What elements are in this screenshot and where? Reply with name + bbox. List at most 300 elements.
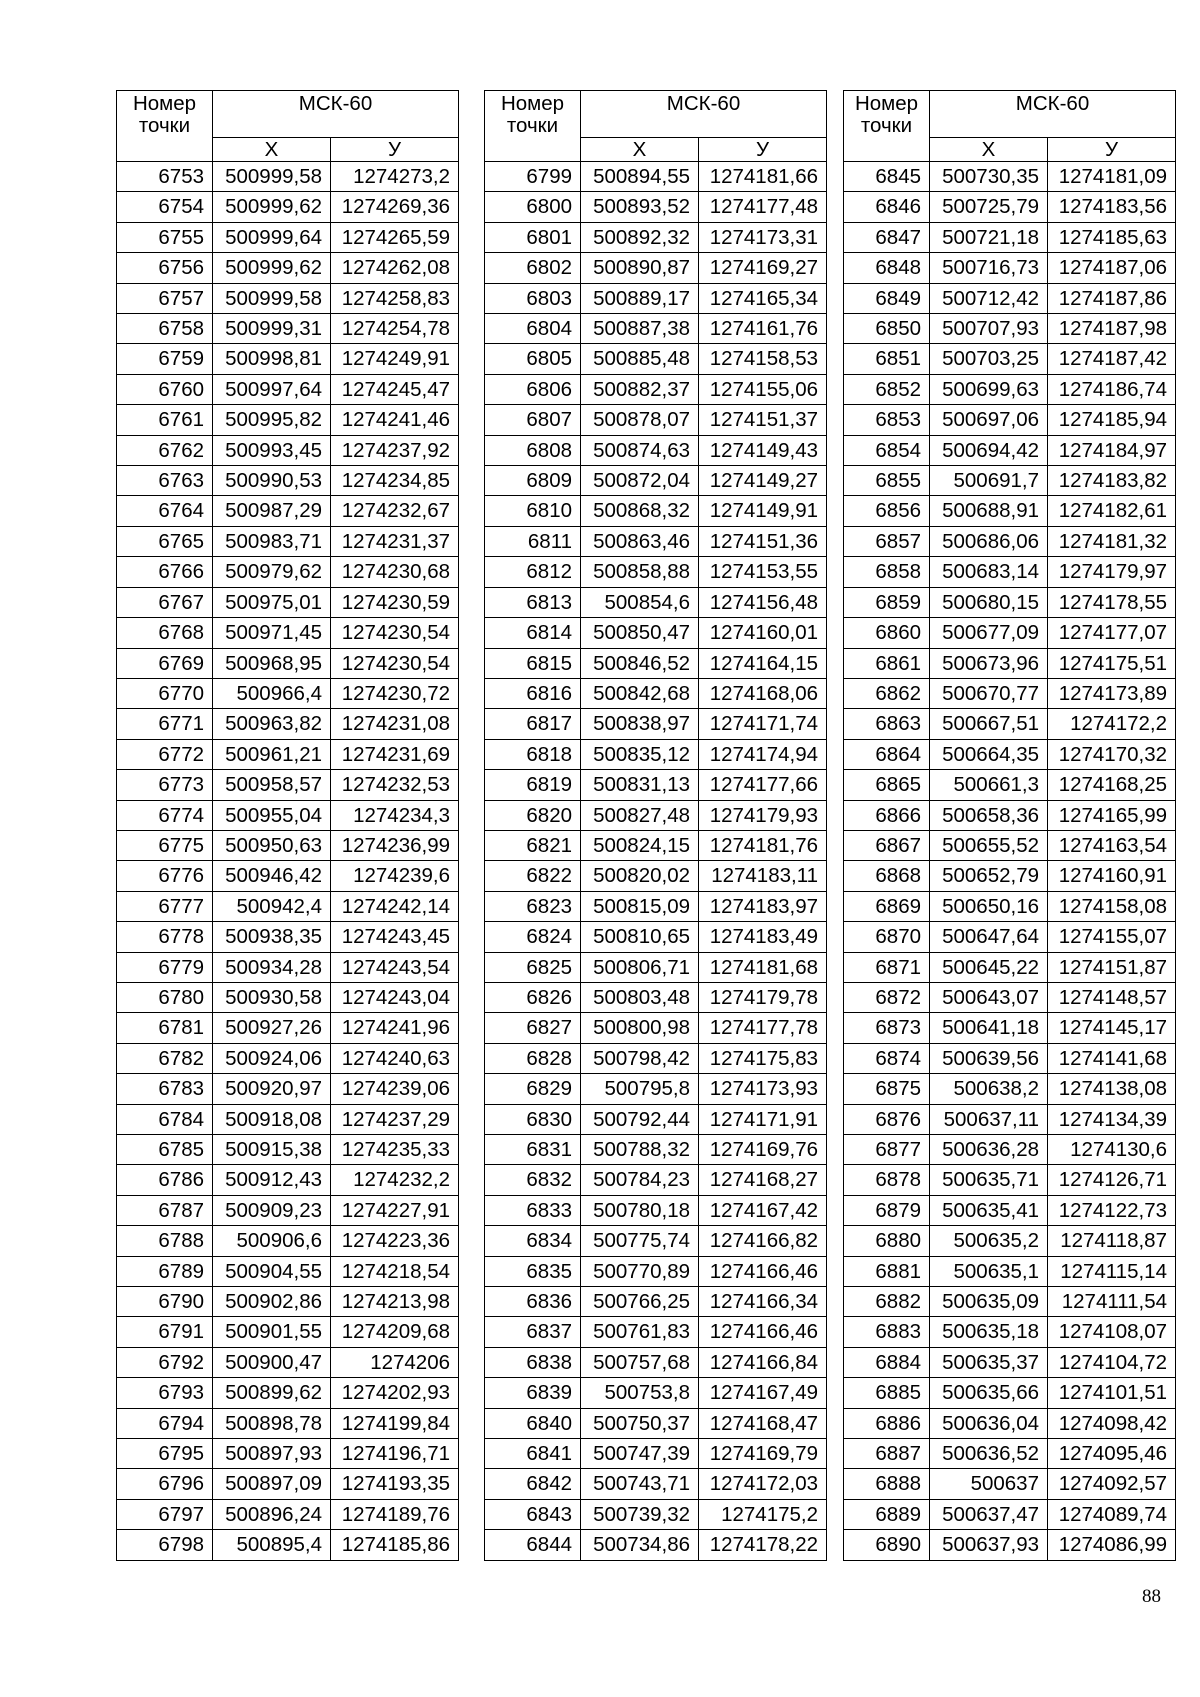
point-number-cell: 6791 — [117, 1317, 213, 1347]
point-number-cell: 6777 — [117, 891, 213, 921]
x-coordinate-cell: 500898,78 — [213, 1408, 331, 1438]
x-coordinate-cell: 500999,31 — [213, 314, 331, 344]
x-coordinate-cell: 500750,37 — [581, 1408, 699, 1438]
y-coordinate-cell: 1274237,29 — [331, 1104, 459, 1134]
coordinates-table-1 — [116, 90, 459, 1561]
x-coordinate-cell: 500635,37 — [930, 1347, 1048, 1377]
point-number-cell: 6786 — [117, 1165, 213, 1195]
table-row — [117, 1499, 459, 1529]
x-coordinate-cell: 500652,79 — [930, 861, 1048, 891]
y-coordinate-cell: 1274181,66 — [699, 162, 827, 192]
table-row — [844, 192, 1176, 222]
table-row — [844, 922, 1176, 952]
point-number-cell: 6860 — [844, 618, 930, 648]
y-coordinate-cell: 1274167,42 — [699, 1195, 827, 1225]
y-coordinate-cell: 1274179,78 — [699, 982, 827, 1012]
point-number-cell: 6863 — [844, 709, 930, 739]
table-row — [844, 1043, 1176, 1073]
table-row — [844, 678, 1176, 708]
table-row — [844, 374, 1176, 404]
table-row — [117, 192, 459, 222]
point-number-cell: 6853 — [844, 405, 930, 435]
y-coordinate-cell: 1274149,43 — [699, 435, 827, 465]
x-coordinate-cell: 500780,18 — [581, 1195, 699, 1225]
y-coordinate-cell: 1274156,48 — [699, 587, 827, 617]
y-coordinate-cell: 1274172,2 — [1048, 709, 1176, 739]
y-coordinate-cell: 1274183,97 — [699, 891, 827, 921]
x-coordinate-cell: 500641,18 — [930, 1013, 1048, 1043]
table-row — [844, 982, 1176, 1012]
point-number-cell: 6828 — [485, 1043, 581, 1073]
y-coordinate-cell: 1274155,07 — [1048, 922, 1176, 952]
table-row — [485, 1378, 827, 1408]
point-number-cell: 6803 — [485, 283, 581, 313]
point-number-cell: 6807 — [485, 405, 581, 435]
table-row — [844, 1530, 1176, 1560]
coordinate-system-header: МСК-60 — [213, 91, 459, 138]
point-number-cell: 6808 — [485, 435, 581, 465]
table-row — [117, 800, 459, 830]
table-row — [844, 1378, 1176, 1408]
table-row — [117, 435, 459, 465]
table-row — [844, 557, 1176, 587]
x-coordinate-cell: 500924,06 — [213, 1043, 331, 1073]
table-row — [117, 678, 459, 708]
table-row — [844, 618, 1176, 648]
y-coordinate-cell: 1274183,49 — [699, 922, 827, 952]
y-coordinate-cell: 1274104,72 — [1048, 1347, 1176, 1377]
y-coordinate-cell: 1274173,31 — [699, 222, 827, 252]
point-number-cell: 6852 — [844, 374, 930, 404]
y-coordinate-cell: 1274241,46 — [331, 405, 459, 435]
x-coordinate-cell: 500999,62 — [213, 192, 331, 222]
table-row — [844, 891, 1176, 921]
x-coordinate-cell: 500688,91 — [930, 496, 1048, 526]
point-number-cell: 6815 — [485, 648, 581, 678]
table-row — [117, 1256, 459, 1286]
table-row — [117, 648, 459, 678]
y-coordinate-cell: 1274230,54 — [331, 618, 459, 648]
table-row — [117, 496, 459, 526]
x-coordinate-cell: 500806,71 — [581, 952, 699, 982]
x-coordinate-cell: 500999,64 — [213, 222, 331, 252]
x-coordinate-cell: 500636,28 — [930, 1135, 1048, 1165]
table-row — [117, 222, 459, 252]
table-row — [485, 1439, 827, 1469]
table-row — [117, 952, 459, 982]
point-number-cell: 6867 — [844, 830, 930, 860]
point-number-cell: 6816 — [485, 678, 581, 708]
x-coordinate-cell: 500686,06 — [930, 526, 1048, 556]
y-coordinate-cell: 1274174,94 — [699, 739, 827, 769]
table-row — [117, 1013, 459, 1043]
point-number-cell: 6804 — [485, 314, 581, 344]
y-coordinate-cell: 1274231,08 — [331, 709, 459, 739]
y-coordinate-cell: 1274134,39 — [1048, 1104, 1176, 1134]
y-coordinate-cell: 1274173,93 — [699, 1074, 827, 1104]
y-coordinate-cell: 1274165,99 — [1048, 800, 1176, 830]
point-number-cell: 6885 — [844, 1378, 930, 1408]
table-row — [117, 891, 459, 921]
x-coordinate-cell: 500983,71 — [213, 526, 331, 556]
x-coordinate-cell: 500897,93 — [213, 1439, 331, 1469]
table-row — [485, 1043, 827, 1073]
x-coordinate-cell: 500635,18 — [930, 1317, 1048, 1347]
x-coordinate-cell: 500899,62 — [213, 1378, 331, 1408]
y-coordinate-cell: 1274175,2 — [699, 1499, 827, 1529]
y-coordinate-cell: 1274089,74 — [1048, 1499, 1176, 1529]
y-coordinate-cell: 1274239,6 — [331, 861, 459, 891]
table-row — [485, 1530, 827, 1560]
y-coordinate-cell: 1274209,68 — [331, 1317, 459, 1347]
y-coordinate-cell: 1274160,91 — [1048, 861, 1176, 891]
y-coordinate-cell: 1274153,55 — [699, 557, 827, 587]
y-coordinate-cell: 1274243,04 — [331, 982, 459, 1012]
x-coordinate-cell: 500670,77 — [930, 678, 1048, 708]
point-number-cell: 6773 — [117, 770, 213, 800]
x-coordinate-cell: 500827,48 — [581, 800, 699, 830]
x-coordinate-cell: 500958,57 — [213, 770, 331, 800]
table-row — [117, 405, 459, 435]
point-number-cell: 6754 — [117, 192, 213, 222]
table-row — [117, 1043, 459, 1073]
table-row — [485, 1499, 827, 1529]
table-row — [844, 314, 1176, 344]
x-coordinate-cell: 500725,79 — [930, 192, 1048, 222]
y-coordinate-cell: 1274196,71 — [331, 1439, 459, 1469]
point-number-cell: 6847 — [844, 222, 930, 252]
table-row — [485, 314, 827, 344]
x-coordinate-cell: 500664,35 — [930, 739, 1048, 769]
point-number-cell: 6886 — [844, 1408, 930, 1438]
x-coordinate-cell: 500850,47 — [581, 618, 699, 648]
table-row — [485, 861, 827, 891]
y-coordinate-cell: 1274236,99 — [331, 830, 459, 860]
table-row — [485, 618, 827, 648]
x-coordinate-cell: 500730,35 — [930, 162, 1048, 192]
table-row — [485, 648, 827, 678]
point-number-cell: 6779 — [117, 952, 213, 982]
x-coordinate-cell: 500902,86 — [213, 1287, 331, 1317]
y-coordinate-cell: 1274178,22 — [699, 1530, 827, 1560]
x-coordinate-cell: 500795,8 — [581, 1074, 699, 1104]
y-coordinate-cell: 1274273,2 — [331, 162, 459, 192]
table-row — [844, 800, 1176, 830]
x-coordinate-cell: 500961,21 — [213, 739, 331, 769]
table-row — [485, 192, 827, 222]
y-coordinate-cell: 1274199,84 — [331, 1408, 459, 1438]
x-coordinate-cell: 500747,39 — [581, 1439, 699, 1469]
point-number-cell: 6844 — [485, 1530, 581, 1560]
y-coordinate-cell: 1274168,06 — [699, 678, 827, 708]
x-coordinate-cell: 500638,2 — [930, 1074, 1048, 1104]
point-number-cell: 6875 — [844, 1074, 930, 1104]
table-row — [485, 1195, 827, 1225]
y-coordinate-cell: 1274168,27 — [699, 1165, 827, 1195]
table-row — [117, 1469, 459, 1499]
table-row — [844, 648, 1176, 678]
y-coordinate-cell: 1274108,07 — [1048, 1317, 1176, 1347]
x-coordinate-cell: 500889,17 — [581, 283, 699, 313]
point-number-cell: 6802 — [485, 253, 581, 283]
x-axis-header: X — [581, 138, 699, 162]
x-coordinate-cell: 500739,32 — [581, 1499, 699, 1529]
table-row — [117, 283, 459, 313]
x-coordinate-cell: 500909,23 — [213, 1195, 331, 1225]
table-row — [117, 982, 459, 1012]
y-coordinate-cell: 1274187,06 — [1048, 253, 1176, 283]
y-coordinate-cell: 1274175,51 — [1048, 648, 1176, 678]
table-row — [485, 678, 827, 708]
point-number-cell: 6861 — [844, 648, 930, 678]
y-coordinate-cell: 1274185,86 — [331, 1530, 459, 1560]
point-number-cell: 6814 — [485, 618, 581, 648]
table-row — [485, 1408, 827, 1438]
x-coordinate-cell: 500918,08 — [213, 1104, 331, 1134]
x-coordinate-cell: 500650,16 — [930, 891, 1048, 921]
x-coordinate-cell: 500995,82 — [213, 405, 331, 435]
x-coordinate-cell: 500999,58 — [213, 162, 331, 192]
point-number-cell: 6850 — [844, 314, 930, 344]
x-coordinate-cell: 500894,55 — [581, 162, 699, 192]
x-coordinate-cell: 500824,15 — [581, 830, 699, 860]
point-number-cell: 6829 — [485, 1074, 581, 1104]
table-row — [117, 162, 459, 192]
point-number-cell: 6890 — [844, 1530, 930, 1560]
point-number-cell: 6858 — [844, 557, 930, 587]
point-number-cell: 6783 — [117, 1074, 213, 1104]
x-coordinate-cell: 500803,48 — [581, 982, 699, 1012]
table-row — [117, 1530, 459, 1560]
x-coordinate-cell: 500882,37 — [581, 374, 699, 404]
y-coordinate-cell: 1274130,6 — [1048, 1135, 1176, 1165]
point-number-cell: 6822 — [485, 861, 581, 891]
table-row — [117, 1104, 459, 1134]
x-coordinate-cell: 500820,02 — [581, 861, 699, 891]
x-coordinate-cell: 500647,64 — [930, 922, 1048, 952]
point-number-cell: 6834 — [485, 1226, 581, 1256]
table-row — [844, 1104, 1176, 1134]
x-coordinate-cell: 500677,09 — [930, 618, 1048, 648]
point-number-cell: 6825 — [485, 952, 581, 982]
point-number-cell: 6859 — [844, 587, 930, 617]
point-number-cell: 6788 — [117, 1226, 213, 1256]
point-number-cell: 6759 — [117, 344, 213, 374]
y-coordinate-cell: 1274258,83 — [331, 283, 459, 313]
y-coordinate-cell: 1274111,54 — [1048, 1287, 1176, 1317]
point-number-cell: 6758 — [117, 314, 213, 344]
point-number-header: Номер точки — [117, 91, 213, 162]
y-coordinate-cell: 1274181,09 — [1048, 162, 1176, 192]
y-coordinate-cell: 1274239,06 — [331, 1074, 459, 1104]
point-number-cell: 6827 — [485, 1013, 581, 1043]
x-coordinate-cell: 500878,07 — [581, 405, 699, 435]
y-axis-header: У — [331, 138, 459, 162]
y-coordinate-cell: 1274254,78 — [331, 314, 459, 344]
table-row — [844, 405, 1176, 435]
table-row — [485, 1165, 827, 1195]
x-coordinate-cell: 500766,25 — [581, 1287, 699, 1317]
point-number-cell: 6872 — [844, 982, 930, 1012]
y-coordinate-cell: 1274158,08 — [1048, 891, 1176, 921]
x-coordinate-cell: 500999,62 — [213, 253, 331, 283]
y-coordinate-cell: 1274092,57 — [1048, 1469, 1176, 1499]
y-coordinate-cell: 1274243,54 — [331, 952, 459, 982]
table-row — [117, 861, 459, 891]
y-coordinate-cell: 1274166,84 — [699, 1347, 827, 1377]
y-coordinate-cell: 1274189,76 — [331, 1499, 459, 1529]
x-coordinate-cell: 500838,97 — [581, 709, 699, 739]
x-coordinate-cell: 500667,51 — [930, 709, 1048, 739]
table-row — [485, 1135, 827, 1165]
x-coordinate-cell: 500895,4 — [213, 1530, 331, 1560]
table-row — [485, 557, 827, 587]
table-row — [844, 1408, 1176, 1438]
y-coordinate-cell: 1274184,97 — [1048, 435, 1176, 465]
x-coordinate-cell: 500868,32 — [581, 496, 699, 526]
table-row — [117, 1378, 459, 1408]
point-number-cell: 6769 — [117, 648, 213, 678]
point-number-cell: 6756 — [117, 253, 213, 283]
point-number-cell: 6845 — [844, 162, 930, 192]
point-number-cell: 6789 — [117, 1256, 213, 1286]
coordinate-system-header: МСК-60 — [581, 91, 827, 138]
x-coordinate-cell: 500887,38 — [581, 314, 699, 344]
x-coordinate-cell: 500694,42 — [930, 435, 1048, 465]
x-coordinate-cell: 500683,14 — [930, 557, 1048, 587]
point-number-cell: 6854 — [844, 435, 930, 465]
y-coordinate-cell: 1274193,35 — [331, 1469, 459, 1499]
y-coordinate-cell: 1274161,76 — [699, 314, 827, 344]
x-coordinate-cell: 500810,65 — [581, 922, 699, 952]
point-number-header: Номер точки — [844, 91, 930, 162]
point-number-cell: 6857 — [844, 526, 930, 556]
y-coordinate-cell: 1274241,96 — [331, 1013, 459, 1043]
y-coordinate-cell: 1274158,53 — [699, 344, 827, 374]
point-number-cell: 6826 — [485, 982, 581, 1012]
table-row — [117, 253, 459, 283]
x-coordinate-cell: 500872,04 — [581, 466, 699, 496]
y-coordinate-cell: 1274265,59 — [331, 222, 459, 252]
table-row — [485, 1256, 827, 1286]
y-coordinate-cell: 1274206 — [331, 1347, 459, 1377]
y-coordinate-cell: 1274181,76 — [699, 830, 827, 860]
x-coordinate-cell: 500955,04 — [213, 800, 331, 830]
x-coordinate-cell: 500645,22 — [930, 952, 1048, 982]
point-number-cell: 6761 — [117, 405, 213, 435]
x-coordinate-cell: 500792,44 — [581, 1104, 699, 1134]
y-coordinate-cell: 1274235,33 — [331, 1135, 459, 1165]
y-coordinate-cell: 1274166,46 — [699, 1317, 827, 1347]
y-coordinate-cell: 1274169,76 — [699, 1135, 827, 1165]
point-number-cell: 6770 — [117, 678, 213, 708]
point-number-cell: 6848 — [844, 253, 930, 283]
y-coordinate-cell: 1274175,83 — [699, 1043, 827, 1073]
y-coordinate-cell: 1274145,17 — [1048, 1013, 1176, 1043]
table-row — [117, 374, 459, 404]
x-coordinate-cell: 500966,4 — [213, 678, 331, 708]
x-coordinate-cell: 500999,58 — [213, 283, 331, 313]
table-row — [117, 618, 459, 648]
x-coordinate-cell: 500896,24 — [213, 1499, 331, 1529]
table-row — [844, 587, 1176, 617]
point-number-cell: 6849 — [844, 283, 930, 313]
table-row — [117, 1135, 459, 1165]
point-number-cell: 6753 — [117, 162, 213, 192]
table-row — [844, 1256, 1176, 1286]
y-coordinate-cell: 1274231,37 — [331, 526, 459, 556]
point-number-cell: 6799 — [485, 162, 581, 192]
table-row — [844, 162, 1176, 192]
table-row — [485, 891, 827, 921]
point-number-cell: 6764 — [117, 496, 213, 526]
x-coordinate-cell: 500637,93 — [930, 1530, 1048, 1560]
table-row — [117, 1165, 459, 1195]
y-coordinate-cell: 1274231,69 — [331, 739, 459, 769]
table-row — [117, 1195, 459, 1225]
x-coordinate-cell: 500971,45 — [213, 618, 331, 648]
x-coordinate-cell: 500699,63 — [930, 374, 1048, 404]
x-coordinate-cell: 500734,86 — [581, 1530, 699, 1560]
table-row — [117, 830, 459, 860]
y-coordinate-cell: 1274168,47 — [699, 1408, 827, 1438]
x-coordinate-cell: 500942,4 — [213, 891, 331, 921]
y-coordinate-cell: 1274218,54 — [331, 1256, 459, 1286]
y-coordinate-cell: 1274169,27 — [699, 253, 827, 283]
x-coordinate-cell: 500858,88 — [581, 557, 699, 587]
point-number-cell: 6757 — [117, 283, 213, 313]
x-coordinate-cell: 500892,32 — [581, 222, 699, 252]
point-number-cell: 6817 — [485, 709, 581, 739]
x-coordinate-cell: 500691,7 — [930, 466, 1048, 496]
y-coordinate-cell: 1274169,79 — [699, 1439, 827, 1469]
table-row — [485, 1287, 827, 1317]
y-coordinate-cell: 1274178,55 — [1048, 587, 1176, 617]
point-number-cell: 6763 — [117, 466, 213, 496]
y-coordinate-cell: 1274168,25 — [1048, 770, 1176, 800]
point-number-cell: 6864 — [844, 739, 930, 769]
y-coordinate-cell: 1274202,93 — [331, 1378, 459, 1408]
point-number-cell: 6876 — [844, 1104, 930, 1134]
table-row — [117, 466, 459, 496]
y-coordinate-cell: 1274227,91 — [331, 1195, 459, 1225]
table-row — [485, 739, 827, 769]
table-row — [485, 222, 827, 252]
x-coordinate-cell: 500906,6 — [213, 1226, 331, 1256]
table-row — [117, 1317, 459, 1347]
table-row — [844, 830, 1176, 860]
point-number-cell: 6842 — [485, 1469, 581, 1499]
y-axis-header: У — [1048, 138, 1176, 162]
point-number-cell: 6884 — [844, 1347, 930, 1377]
x-coordinate-cell: 500904,55 — [213, 1256, 331, 1286]
x-coordinate-cell: 500990,53 — [213, 466, 331, 496]
x-coordinate-cell: 500900,47 — [213, 1347, 331, 1377]
table-row — [844, 466, 1176, 496]
point-number-cell: 6806 — [485, 374, 581, 404]
x-coordinate-cell: 500707,93 — [930, 314, 1048, 344]
x-coordinate-cell: 500893,52 — [581, 192, 699, 222]
table-row — [117, 587, 459, 617]
x-coordinate-cell: 500636,52 — [930, 1439, 1048, 1469]
table-row — [844, 344, 1176, 374]
point-number-cell: 6795 — [117, 1439, 213, 1469]
x-coordinate-cell: 500721,18 — [930, 222, 1048, 252]
table-row — [844, 739, 1176, 769]
point-number-cell: 6888 — [844, 1469, 930, 1499]
table-row — [117, 709, 459, 739]
y-coordinate-cell: 1274177,48 — [699, 192, 827, 222]
